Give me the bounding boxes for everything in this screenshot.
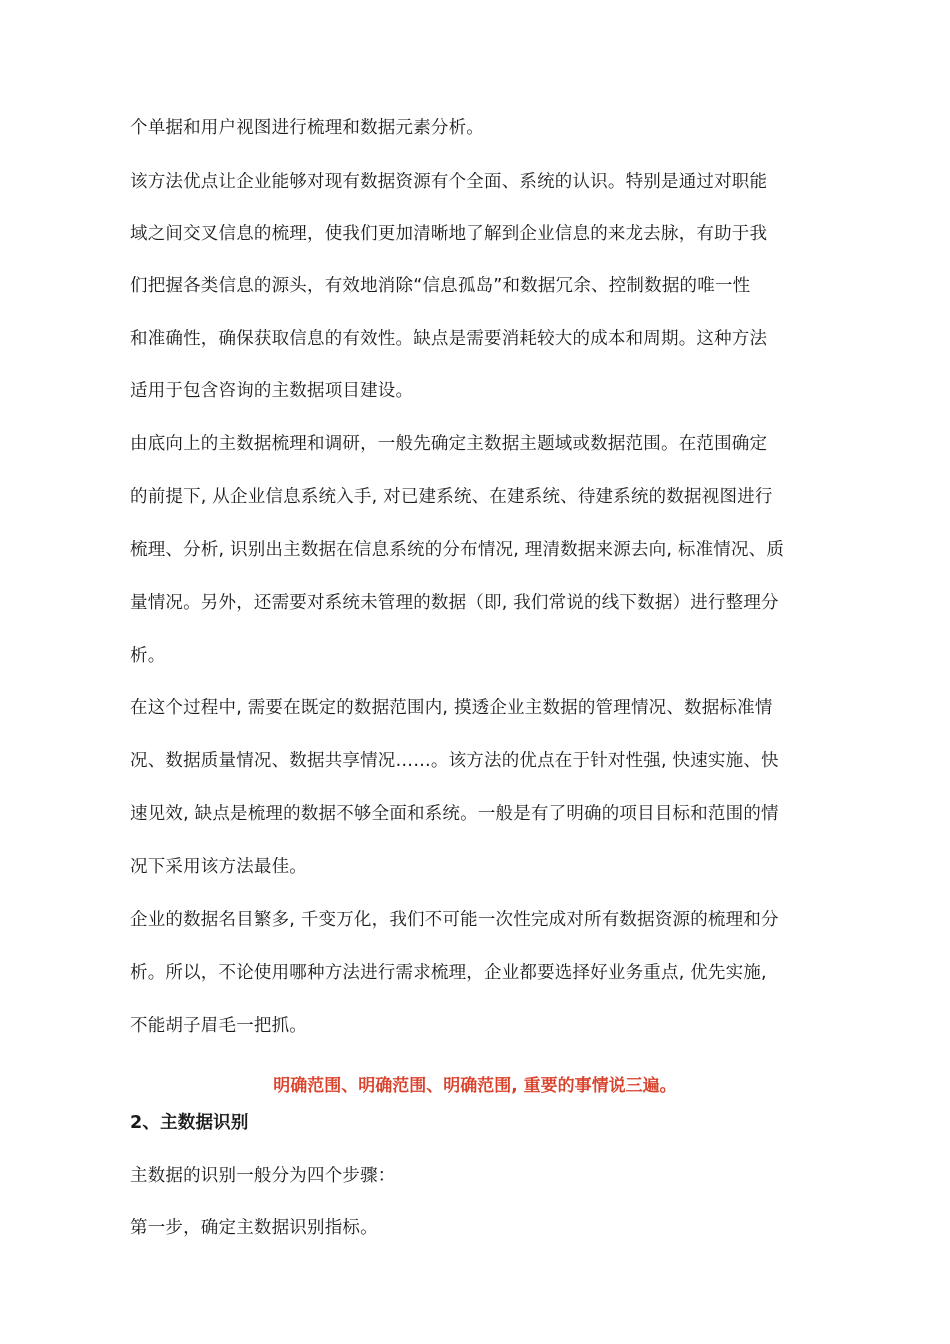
paragraph-line: 况下采用该方法最佳。 — [130, 857, 307, 877]
paragraph-line: 企业的数据名目繁多, 千变万化，我们不可能一次性完成对所有数据资源的梳理和分 — [130, 910, 779, 930]
paragraph-line: 的前提下, 从企业信息系统入手, 对已建系统、在建系统、待建系统的数据视图进行 — [130, 487, 773, 507]
paragraph-line: 该方法优点让企业能够对现有数据资源有个全面、系统的认识。特别是通过对职能 — [130, 172, 768, 192]
paragraph-line: 主数据的识别一般分为四个步骤： — [130, 1166, 396, 1186]
paragraph-line: 个单据和用户视图进行梳理和数据元素分析。 — [130, 118, 484, 138]
paragraph-line: 由底向上的主数据梳理和调研，一般先确定主数据主题域或数据范围。在范围确定 — [130, 434, 768, 454]
paragraph-line: 第一步，确定主数据识别指标。 — [130, 1218, 378, 1238]
paragraph-line: 析。所以，不论使用哪种方法进行需求梳理，企业都要选择好业务重点, 优先实施, — [130, 963, 767, 983]
paragraph-line: 梳理、分析, 识别出主数据在信息系统的分布情况, 理清数据来源去向, 标准情况、质 — [130, 540, 785, 560]
paragraph-line: 和准确性，确保获取信息的有效性。缺点是需要消耗较大的成本和周期。这种方法 — [130, 329, 768, 349]
paragraph-line: 析。 — [130, 646, 166, 666]
paragraph-line: 在这个过程中, 需要在既定的数据范围内, 摸透企业主数据的管理情况、数据标准情 — [130, 698, 773, 718]
paragraph-line: 域之间交叉信息的梳理，使我们更加清晰地了解到企业信息的来龙去脉，有助于我 — [130, 224, 768, 244]
paragraph-line: 们把握各类信息的源头，有效地消除“信息孤岛”和数据冗余、控制数据的唯一性 — [130, 276, 751, 296]
paragraph-line: 况、数据质量情况、数据共享情况……。该方法的优点在于针对性强, 快速实施、快 — [130, 751, 779, 771]
highlight-callout: 明确范围、明确范围、明确范围, 重要的事情说三遍。 — [273, 1076, 677, 1096]
section-heading: 2、主数据识别 — [130, 1113, 249, 1133]
paragraph-line: 速见效, 缺点是梳理的数据不够全面和系统。一般是有了明确的项目目标和范围的情 — [130, 804, 779, 824]
paragraph-line: 不能胡子眉毛一把抓。 — [130, 1016, 307, 1036]
paragraph-line: 量情况。另外，还需要对系统未管理的数据（即, 我们常说的线下数据）进行整理分 — [130, 593, 779, 613]
paragraph-line: 适用于包含咨询的主数据项目建设。 — [130, 381, 414, 401]
